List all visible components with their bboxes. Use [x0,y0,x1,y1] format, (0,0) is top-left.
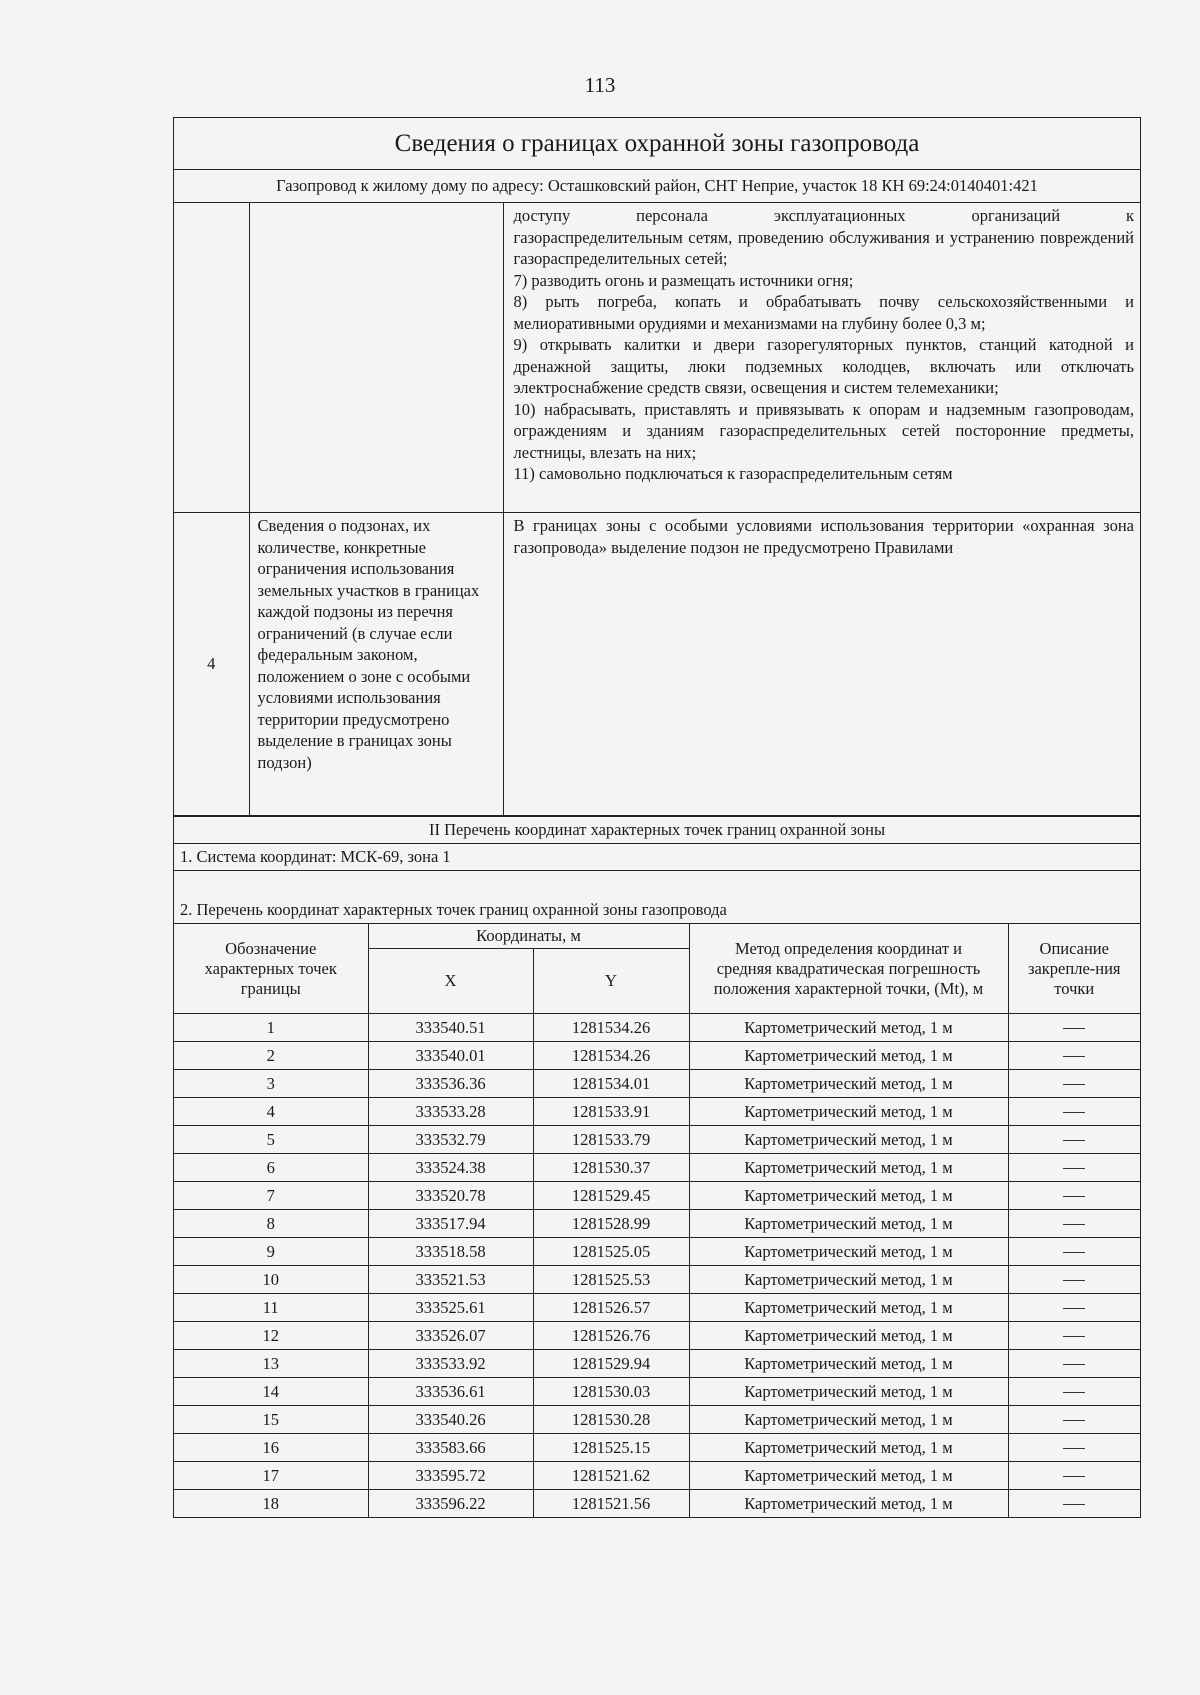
dash-mark [1063,1392,1085,1393]
coord-x-cell: 333540.51 [368,1014,533,1042]
point-number-cell: 12 [174,1322,368,1350]
point-number-cell: 17 [174,1462,368,1490]
point-number-cell: 2 [174,1042,368,1070]
description-cell [1008,1210,1140,1238]
coordinates-table [174,923,1140,1517]
coord-y-cell: 1281533.91 [533,1098,689,1126]
method-cell: Картометрический метод, 1 м [689,1182,1008,1210]
point-number-cell: 7 [174,1182,368,1210]
restriction-line: 11) самовольно подключаться к газораспределительным сетям [513,464,953,483]
dash-mark [1063,1448,1085,1449]
point-number-cell: 5 [174,1126,368,1154]
coord-y-cell: 1281534.26 [533,1042,689,1070]
point-number-cell: 18 [174,1490,368,1518]
point-number-cell: 4 [174,1098,368,1126]
restrictions-first-line: доступу персонала эксплуатационных организаций к [513,206,1134,225]
dash-mark [1063,1028,1085,1029]
coord-x-cell: 333526.07 [368,1322,533,1350]
section-title: II Перечень координат характерных точек границ охранной зоны [174,816,1140,843]
empty-row [174,870,1140,897]
coord-x-cell: 333518.58 [368,1238,533,1266]
dash-mark [1063,1504,1085,1505]
method-cell: Картометрический метод, 1 м [689,1126,1008,1154]
table-row [174,1070,1140,1098]
table-row [174,1238,1140,1266]
table-row [174,1042,1140,1070]
table-row [174,1126,1140,1154]
dash-mark [1063,1084,1085,1085]
row-number-cell [174,203,249,513]
description-cell [1008,1098,1140,1126]
dash-mark [1063,1252,1085,1253]
header-x: X [368,949,533,1014]
coord-x-cell: 333583.66 [368,1434,533,1462]
description-cell [1008,1294,1140,1322]
coord-x-cell: 333532.79 [368,1126,533,1154]
method-cell: Картометрический метод, 1 м [689,1434,1008,1462]
description-cell [1008,1182,1140,1210]
dash-mark [1063,1140,1085,1141]
point-number-cell: 9 [174,1238,368,1266]
table-row [174,1462,1140,1490]
header-coords: Координаты, м [368,924,689,949]
restriction-line: газораспределительным сетям, проведению обслуживания и устранению повреждений газораспределительных сетей; [513,227,1134,268]
coord-y-cell: 1281521.56 [533,1490,689,1518]
method-cell: Картометрический метод, 1 м [689,1266,1008,1294]
description-cell [1008,1434,1140,1462]
table-row [174,1434,1140,1462]
table-row [174,203,1140,513]
dash-mark [1063,1364,1085,1365]
dash-mark [1063,1308,1085,1309]
description-cell [1008,1126,1140,1154]
coord-y-cell: 1281526.57 [533,1294,689,1322]
description-cell [1008,1490,1140,1518]
restriction-line: 8) рыть погреба, копать и обрабатывать почву сельскохозяйственными и мелиоративными орудиями и механизмами на глубину более 0,3 м; [513,292,1134,333]
method-cell: Картометрический метод, 1 м [689,1490,1008,1518]
description-cell [1008,1322,1140,1350]
coord-x-cell: 333533.28 [368,1098,533,1126]
table-row [174,1182,1140,1210]
point-number-cell: 13 [174,1350,368,1378]
header-y: Y [533,949,689,1014]
method-cell: Картометрический метод, 1 м [689,1238,1008,1266]
coord-y-cell: 1281529.45 [533,1182,689,1210]
coord-y-cell: 1281521.62 [533,1462,689,1490]
coord-y-cell: 1281533.79 [533,1126,689,1154]
coord-y-cell: 1281534.26 [533,1014,689,1042]
point-number-cell: 10 [174,1266,368,1294]
method-cell: Картометрический метод, 1 м [689,1350,1008,1378]
table-row [174,513,1140,816]
point-number-cell: 16 [174,1434,368,1462]
dash-mark [1063,1168,1085,1169]
table-row [174,1154,1140,1182]
dash-mark [1063,1196,1085,1197]
table-row [174,1294,1140,1322]
coord-y-cell: 1281530.03 [533,1378,689,1406]
object-address: Газопровод к жилому дому по адресу: Осташковский район, СНТ Неприе, участок 18 КН 69:24:0140401:421 [174,170,1140,203]
coord-x-cell: 333525.61 [368,1294,533,1322]
coord-x-cell: 333517.94 [368,1210,533,1238]
coord-y-cell: 1281530.37 [533,1154,689,1182]
row-number-cell: 4 [174,513,249,816]
point-number-cell: 1 [174,1014,368,1042]
row-name-cell: Сведения о подзонах, их количестве, конкретные ограничения использования земельных участков в границах каждой подзоны из перечня ограничений (в случае если федеральным законом, положением о зоне с особыми условиями использования территории предусмотрено выделение в границах зоны подзон) [249,513,503,816]
description-cell [1008,1238,1140,1266]
document-title: Сведения о границах охранной зоны газопровода [174,118,1140,170]
table-row [174,1098,1140,1126]
description-cell [1008,1266,1140,1294]
method-cell: Картометрический метод, 1 м [689,1210,1008,1238]
coord-y-cell: 1281529.94 [533,1350,689,1378]
description-cell [1008,1378,1140,1406]
description-cell [1008,1462,1140,1490]
coordinates-list-title: 2. Перечень координат характерных точек границ охранной зоны газопровода [180,900,727,919]
table-row [174,1378,1140,1406]
description-cell [1008,1014,1140,1042]
dash-mark [1063,1476,1085,1477]
description-cell [1008,1154,1140,1182]
coord-y-cell: 1281525.53 [533,1266,689,1294]
point-number-cell: 3 [174,1070,368,1098]
point-number-cell: 8 [174,1210,368,1238]
dash-mark [1063,1112,1085,1113]
coordinate-system: 1. Система координат: МСК-69, зона 1 [174,843,1140,870]
coord-x-cell: 333536.36 [368,1070,533,1098]
dash-mark [1063,1224,1085,1225]
row-value-cell: В границах зоны с особыми условиями использования территории «охранная зона газопровода» выделение подзон не предусмотрено Правилами [503,513,1140,816]
description-cell [1008,1070,1140,1098]
dash-mark [1063,1056,1085,1057]
coord-x-cell: 333536.61 [368,1378,533,1406]
method-cell: Картометрический метод, 1 м [689,1014,1008,1042]
restriction-line: 10) набрасывать, приставлять и привязывать к опорам и надземным газопроводам, ограждениям и зданиям газораспределительных сетей посторонние предметы, лестницы, влезать на них; [513,399,1134,462]
coord-x-cell: 333533.92 [368,1350,533,1378]
method-cell: Картометрический метод, 1 м [689,1378,1008,1406]
coord-x-cell: 333540.26 [368,1406,533,1434]
coord-y-cell: 1281530.28 [533,1406,689,1434]
coord-x-cell: 333540.01 [368,1042,533,1070]
document-frame [173,117,1141,1518]
header-method: Метод определения координат и средняя квадратическая погрешность положения характерной точки, (Mt), м [689,924,1008,1014]
description-cell [1008,1042,1140,1070]
point-number-cell: 15 [174,1406,368,1434]
coord-x-cell: 333520.78 [368,1182,533,1210]
point-number-cell: 14 [174,1378,368,1406]
method-cell: Картометрический метод, 1 м [689,1098,1008,1126]
header-point: Обозначение характерных точек границы [174,924,368,1014]
description-cell [1008,1350,1140,1378]
table-row [174,1322,1140,1350]
table-row [174,1014,1140,1042]
coord-y-cell: 1281526.76 [533,1322,689,1350]
table-row [174,1490,1140,1518]
table-row [174,1210,1140,1238]
method-cell: Картометрический метод, 1 м [689,1462,1008,1490]
dash-mark [1063,1280,1085,1281]
table-row [174,1266,1140,1294]
method-cell: Картометрический метод, 1 м [689,1322,1008,1350]
method-cell: Картометрический метод, 1 м [689,1294,1008,1322]
coord-x-cell: 333524.38 [368,1154,533,1182]
row-name-cell [249,203,503,513]
coord-y-cell: 1281525.05 [533,1238,689,1266]
coord-x-cell: 333521.53 [368,1266,533,1294]
coord-y-cell: 1281528.99 [533,1210,689,1238]
method-cell: Картометрический метод, 1 м [689,1042,1008,1070]
restrictions-table [174,203,1140,816]
table-row [174,1350,1140,1378]
description-cell [1008,1406,1140,1434]
method-cell: Картометрический метод, 1 м [689,1154,1008,1182]
coord-y-cell: 1281525.15 [533,1434,689,1462]
restriction-line: 9) открывать калитки и двери газорегуляторных пунктов, станций катодной и дренажной защиты, люки подземных колодцев, включать или отключать электроснабжение средств связи, освещения и систем телемеханики; [513,335,1134,397]
table-row [174,1406,1140,1434]
coord-y-cell: 1281534.01 [533,1070,689,1098]
coord-x-cell: 333596.22 [368,1490,533,1518]
restriction-line: 7) разводить огонь и размещать источники огня; [513,270,854,290]
coord-x-cell: 333595.72 [368,1462,533,1490]
restrictions-text [503,203,1140,513]
header-description: Описание закрепле-ния точки [1008,924,1140,1014]
dash-mark [1063,1336,1085,1337]
point-number-cell: 11 [174,1294,368,1322]
dash-mark [1063,1420,1085,1421]
method-cell: Картометрический метод, 1 м [689,1406,1008,1434]
point-number-cell: 6 [174,1154,368,1182]
method-cell: Картометрический метод, 1 м [689,1070,1008,1098]
page-number: 113 [584,73,616,97]
